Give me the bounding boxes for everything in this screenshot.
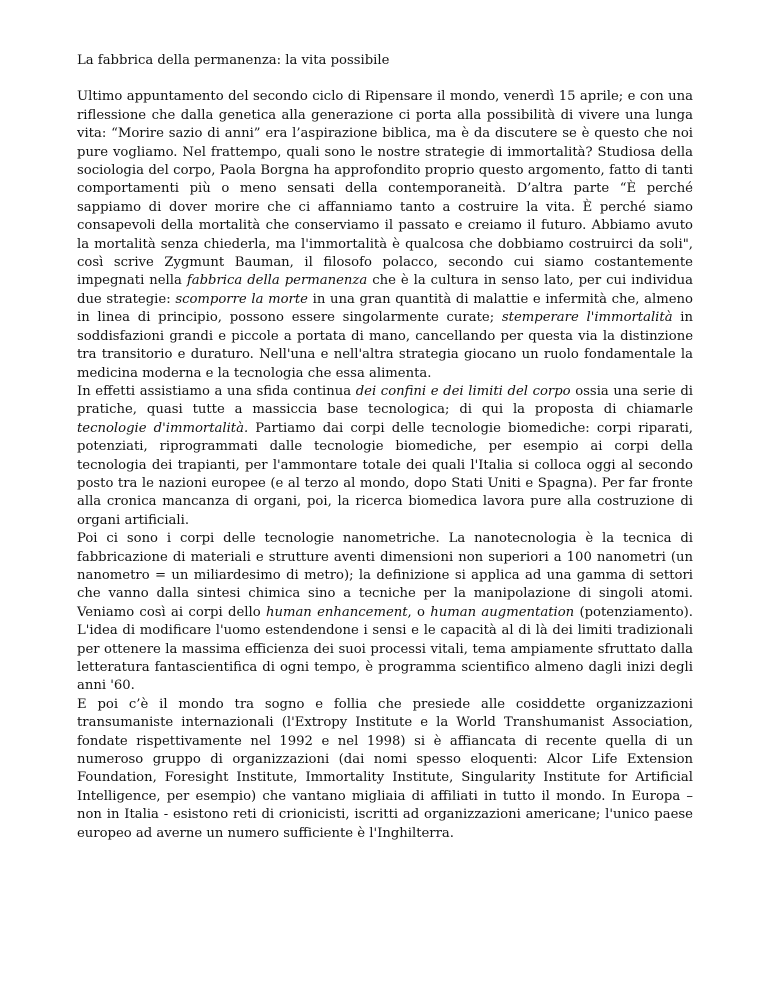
italic-text: stemperare l'immortalità bbox=[501, 310, 673, 326]
text-run: Partiamo dai corpi delle tecnologie biomediche: corpi riparati, potenziati, riprogrammati dalle tecnologie biomediche, per esempio ai corpi della tecnologia dei trapianti, per l'ammontare totale dei quali l'Italia si colloca oggi al secondo posto tra le nazioni europee (e al terzo al mondo, dopo Stati Uniti e Spagna). Per far fronte alla cronica mancanza di organi, poi, la ricerca biomedica lavora pure alla costruzione di organi artificiali. bbox=[77, 420, 693, 528]
body-paragraph bbox=[77, 88, 693, 383]
document-page bbox=[77, 52, 693, 843]
document-body bbox=[77, 88, 693, 843]
italic-text: tecnologie d'immortalità. bbox=[77, 420, 249, 436]
text-run: in soddisfazioni grandi e piccole a portata di mano, cancellando per questa via la distinzione tra transitorio e duraturo. Nell'una e nell'altra strategia giocano un ruolo fondamentale la medicina moderna e la tecnologia che essa alimenta. bbox=[77, 310, 694, 381]
text-run: , o bbox=[407, 604, 431, 620]
text-run: Ultimo appuntamento del secondo ciclo di Ripensare il mondo, venerdì 15 aprile; e con una riflessione che dalla genetica alla generazione ci porta alla possibilità di vivere una lunga vita: “Morire sazio di anni” era l’aspirazione biblica, ma è da discutere se è questo che noi pure vogliamo. Nel frattempo, quali sono le nostre strategie di immortalità? Studiosa della sociologia del corpo, Paola Borgna ha approfondito proprio questo argomento, fatto di tanti comportamenti più o meno sensati della contemporaneità. D’altra parte “È perché sappiamo di dover morire che ci affanniamo tanto a costruire la vita. È perché siamo consapevoli della mortalità che conserviamo il passato e creiamo il futuro. Abbiamo avuto la mortalità senza chiederla, ma l'immortalità è qualcosa che dobbiamo costruirci da soli", così scrive Zygmunt Bauman, il filosofo polacco, secondo cui siamo costantemente impegnati nella bbox=[77, 89, 693, 289]
text-run: ossia una serie di pratiche, quasi tutte a massiccia base tecnologica; di qui la proposta di chiamarle bbox=[77, 383, 694, 418]
italic-text: dei confini e dei limiti del corpo bbox=[355, 383, 571, 399]
body-paragraph bbox=[77, 383, 693, 530]
text-run: (potenziamento). L'idea di modificare l'uomo estendendone i sensi e le capacità al di là dei limiti tradizionali per ottenere la massima efficienza dei suoi processi vitali, tema ampiamente sfruttato dalla letteratura fantascientifica di ogni tempo, è programma scientifico almeno dagli inizi degli anni '60. bbox=[77, 604, 693, 694]
text-run: Poi ci sono i corpi delle tecnologie nanometriche. La nanotecnologia è la tecnica di fabbricazione di materiali e strutture aventi dimensioni non superiori a 100 nanometri (un nanometro = un miliardesimo di metro); la definizione si applica ad una gamma di settori che vanno dalla sintesi chimica sino a tecniche per la manipolazione di singoli atomi. Veniamo così ai corpi dello bbox=[77, 531, 693, 620]
body-paragraph bbox=[77, 530, 693, 696]
text-run: In effetti assistiamo a una sfida continua bbox=[77, 383, 356, 399]
italic-text: human enhancement bbox=[265, 604, 408, 620]
text-run: in una gran quantità di malattie e infermità che, almeno in linea di principio, possono essere singolarmente curate; bbox=[77, 291, 693, 326]
italic-text: scomporre la morte bbox=[175, 291, 308, 307]
italic-text: fabbrica della permanenza bbox=[186, 273, 368, 289]
document-title: La fabbrica della permanenza: la vita possibile bbox=[77, 53, 390, 68]
body-paragraph bbox=[77, 696, 693, 843]
italic-text: human augmentation bbox=[430, 604, 575, 620]
text-run: E poi c’è il mondo tra sogno e follia che presiede alle cosiddette organizzazioni transumaniste internazionali (l'Extropy Institute e la World Transhumanist Association, fondate rispettivamente nel 1992 e nel 1998) si è affiancata di recente quella di un numeroso gruppo di organizzazioni (dai nomi spesso eloquenti: Alcor Life Extension Foundation, Foresight Institute, Immortality Institute, Singularity Institute for Artificial Intelligence, per esempio) che vantano migliaia di affiliati in tutto il mondo. In Europa – non in Italia - esistono reti di crionicisti, iscritti ad organizzazioni americane; l'unico paese europeo ad averne un numero sufficiente è l'Inghilterra. bbox=[77, 696, 693, 841]
text-run: che è la cultura in senso lato, per cui individua due strategie: bbox=[77, 273, 694, 307]
